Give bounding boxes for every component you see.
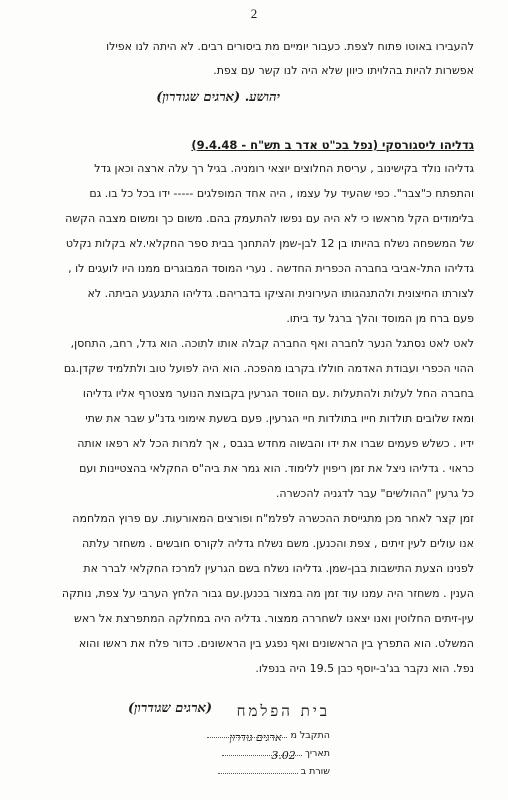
text-line: אפשרות להיות בהלויתו כיוון שלא היה לנו קשר עם צפת. <box>213 64 474 77</box>
text-line: גדליהו התל-אביבי בחברה הכפרית החדשה . נערי המוסד המבוגרים ממנו היו לועגים לו , <box>68 262 474 275</box>
section-heading: גדליהו ליסגורסקי (נפל בכ"ט אדר ב תש"ח - 9.4.48) <box>191 138 474 152</box>
text-line: הענין . משחזר היה עמנו עוד זמן מה במצור בכנען.עם גבור הלחץ הערבי על צפת, נותקה <box>61 587 474 600</box>
text-line: ומאז שלובים תולדות חייו בתולדות חיי הגרעין. פעם בשעת אימוני גדנ"ע שבר את שתי <box>85 412 474 425</box>
stamp-received-row <box>207 730 330 744</box>
stamp-received-value: ארגים גודרון <box>229 731 282 744</box>
text-line: לפנינו הצעת התישבות בבן-שמן. גדליהו נשלח בשם הגרעין למרכז החקלאי לברר את <box>83 562 474 575</box>
text-line: ההוי הכפרי ועבודת האדמה חוללו בקרבו מהפכה. הוא היה לפועל טוב ולתלמיד שקדן.גם <box>63 362 474 375</box>
text-line: בחברה החל לעלות ולהתעלות .עם הווסד הגרעין בקבוצת הנוער מצטרף אליו גדליהו <box>82 387 474 400</box>
stamp-received-label: התקבל מ <box>290 730 330 741</box>
text-line: של המשפחה נשלח בהיותו בן 12 לבן-שמן להתחנך בבית ספר החקלאי.לא בקלות נקלט <box>65 237 474 250</box>
stamp-shelf-row <box>218 766 330 777</box>
stamp-date-row <box>222 748 330 762</box>
text-line: לצורתו החיצונית ולהתנהגותו העירונית והציקו בדבריהם. גדליהו התגעגע הביתה. לא <box>87 287 474 300</box>
stamp-title: בית הפלמח <box>236 702 330 720</box>
signature-2: (ארגים שגודרון) <box>128 701 212 716</box>
stamp-date-label: תאריך <box>304 748 330 759</box>
text-line: כל גרעין "ההולשים" עבר לדגניה להכשרה. <box>275 487 474 500</box>
stamp-shelf-label: שורת ב <box>300 766 330 777</box>
text-line: לאט לאט נסתגל הנער לחברה ואף החברה קבלה אותו לתוכה. הוא גדל, רחב, התחסן, <box>70 337 474 350</box>
text-line: בלימודים הקל מראשו כי לא היה עם נפשו להתעמק בהם. משום כך ומשום מצבה הקשה <box>65 212 474 225</box>
text-line: נפל. הוא נקבר בג'ב-יוסף כבן 19.5 היה בנפלו. <box>255 662 474 675</box>
archive-stamp <box>195 702 330 787</box>
text-line: פעם ברח מן המוסד והלך ברגל עד ביתו. <box>286 312 474 325</box>
signature-1: יהושע. (ארגים שגודרון) <box>156 90 280 105</box>
text-line: המשלט. הוא התפרץ בין הראשונים ואף נפגע בין הראשונים. כדור פלח את ראשו והוא <box>78 637 474 650</box>
page-number: 2 <box>250 6 258 21</box>
text-line: גדליהו נולד בקישינוב , עריסת החלוצים יוצאי רומניה. בגיל רך עלה ארצה וכאן גדל <box>94 162 474 175</box>
text-line: ידיו . כשלש פעמים שברו את ידו והבשוה מחדש בגבס , אך למרות הכל לא רפאו אותה <box>77 437 474 450</box>
text-line: להעבירו באוטו פתוח לצפת. כעבור יומיים מת ביסורים רבים. לא היתה לנו אפילו <box>106 40 474 53</box>
text-line: זמן קצר לאחר מכן מתגייסת ההכשרה לפלמ"ח ופורצים המאורעות. עם פרוץ המלחמה <box>72 512 474 525</box>
text-line: אנו עולים לעין זיתים , צפת והכנען. משם נשלח גדליה לקורס חובשים . משחזר עלתה <box>81 537 474 550</box>
text-line: עין-זיתים החלוטין ואנו יצאנו לשחררה ממצור. גדליה היה במחלקה המתפרצת אל ראש <box>74 612 474 625</box>
text-line: והתפתח כ"צבר". כפי שהעיד על עצמו , היה אחד המופלגים ----- ידו בכל כל בו. גם <box>89 187 474 200</box>
stamp-date-value: 3.02 <box>271 749 296 762</box>
text-line: כראוי . גדליהו ניצל את זמן ריפוין ללימוד. הוא גמר את ביה"ס החקלאי בהצטיינות ועם <box>79 462 474 475</box>
